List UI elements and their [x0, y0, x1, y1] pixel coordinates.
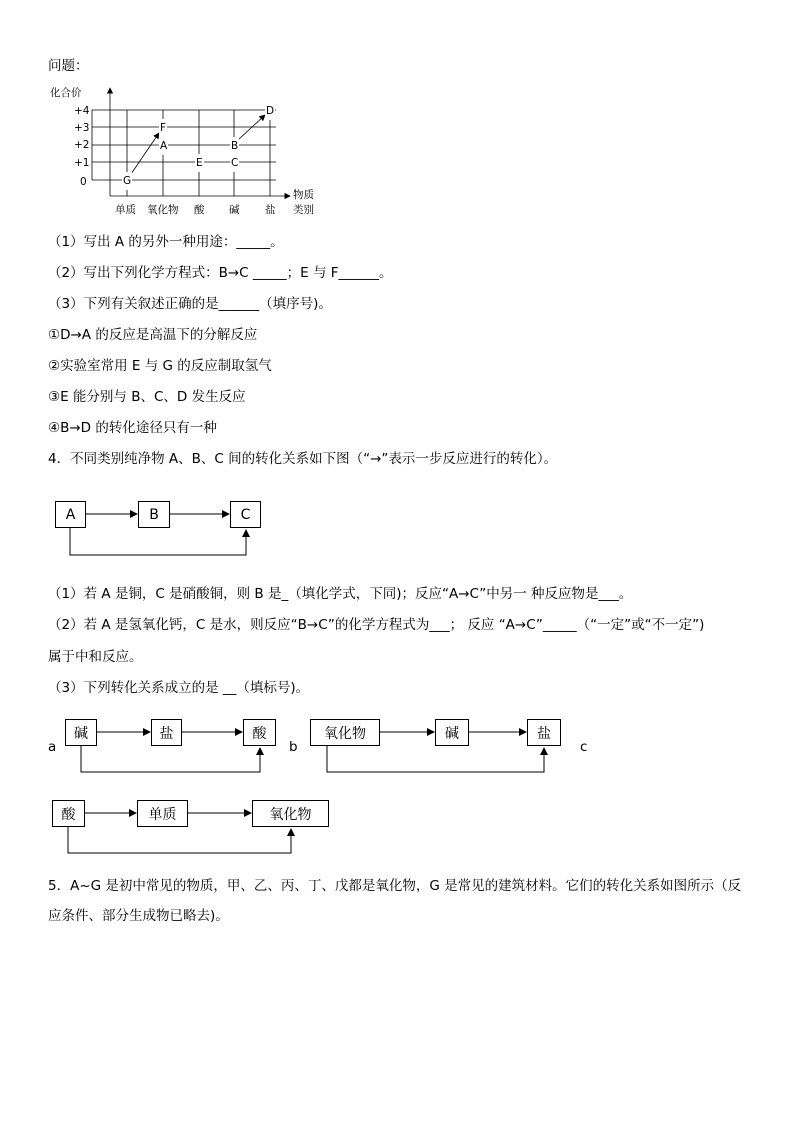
- q3-option-3: ③E 能分别与 B、C、D 发生反应: [48, 389, 246, 405]
- point-f: F: [159, 119, 167, 137]
- point-a: A: [159, 137, 168, 155]
- q5-line2: 应条件、部分生成物已略去)。: [48, 908, 229, 924]
- q4-box-b: B: [138, 501, 170, 528]
- option-c-box-3: 氧化物: [252, 800, 329, 827]
- x-tick-salt: 盐: [265, 204, 276, 216]
- q4-part2-cont: 属于中和反应。: [48, 649, 143, 665]
- option-a-label: a: [48, 739, 57, 755]
- q3-option-4: ④B→D 的转化途径只有一种: [48, 420, 217, 436]
- q5-line1: 5．A~G 是初中常见的物质，甲、乙、丙、丁、戊都是氧化物，G 是常见的建筑材料。它们的转化关系如图所示（反: [48, 878, 742, 894]
- option-b-box-1: 氧化物: [310, 719, 380, 746]
- q4-part2: （2）若 A 是氢氧化钙，C 是水，则反应“B→C”的化学方程式为___； 反应 “A→C”_____（“一定”或“不一定”): [48, 617, 705, 633]
- y-tick-3: +3: [74, 122, 90, 134]
- option-c-label: c: [580, 739, 588, 755]
- y-tick-1: +1: [74, 157, 90, 169]
- x-tick-base: 碱: [229, 204, 240, 216]
- y-tick-0: 0: [80, 176, 87, 188]
- point-d: D: [265, 102, 275, 120]
- option-b-box-3: 盐: [527, 719, 561, 746]
- point-b: B: [230, 137, 239, 155]
- q4-part3: （3）下列转化关系成立的是 __（填标号)。: [48, 680, 310, 696]
- option-a-box-2: 盐: [151, 719, 182, 746]
- point-g: G: [122, 172, 132, 190]
- x-tick-element: 单质: [115, 204, 136, 216]
- q3-option-1: ①D→A 的反应是高温下的分解反应: [48, 327, 258, 343]
- option-a-box-3: 酸: [243, 719, 276, 746]
- chart-ylabel: 化合价: [50, 87, 82, 99]
- question-label: 问题：: [48, 58, 89, 74]
- q4-part1: （1）若 A 是铜，C 是硝酸铜，则 B 是_（填化学式，下同)；反应“A→C”中另一 种反应物是___。: [48, 586, 633, 602]
- x-tick-oxide: 氧化物: [147, 204, 179, 216]
- chart-xlabel-1: 物质: [293, 189, 314, 201]
- option-a-box-1: 碱: [65, 719, 97, 746]
- x-tick-acid: 酸: [194, 204, 205, 216]
- chart-xlabel-2: 类别: [293, 204, 314, 216]
- point-c: C: [230, 154, 239, 172]
- option-c-box-2: 单质: [137, 800, 188, 827]
- y-tick-4: +4: [74, 105, 90, 117]
- option-c-box-1: 酸: [52, 800, 85, 827]
- y-tick-2: +2: [74, 139, 90, 151]
- q4-box-a: A: [55, 501, 86, 528]
- q3-part2: （2）写出下列化学方程式：B→C _____；E 与 F______。: [48, 265, 393, 281]
- option-b-label: b: [289, 739, 298, 755]
- q3-option-2: ②实验室常用 E 与 G 的反应制取氢气: [48, 358, 272, 374]
- q3-part3: （3）下列有关叙述正确的是______（填序号)。: [48, 296, 332, 312]
- q4-box-c: C: [230, 501, 261, 528]
- point-e: E: [195, 154, 204, 172]
- option-b-box-2: 碱: [435, 719, 469, 746]
- q3-part1: （1）写出 A 的另外一种用途：_____。: [48, 234, 284, 250]
- q4-stem: 4．不同类别纯净物 A、B、C 间的转化关系如下图（“→”表示一步反应进行的转化）。: [48, 451, 558, 467]
